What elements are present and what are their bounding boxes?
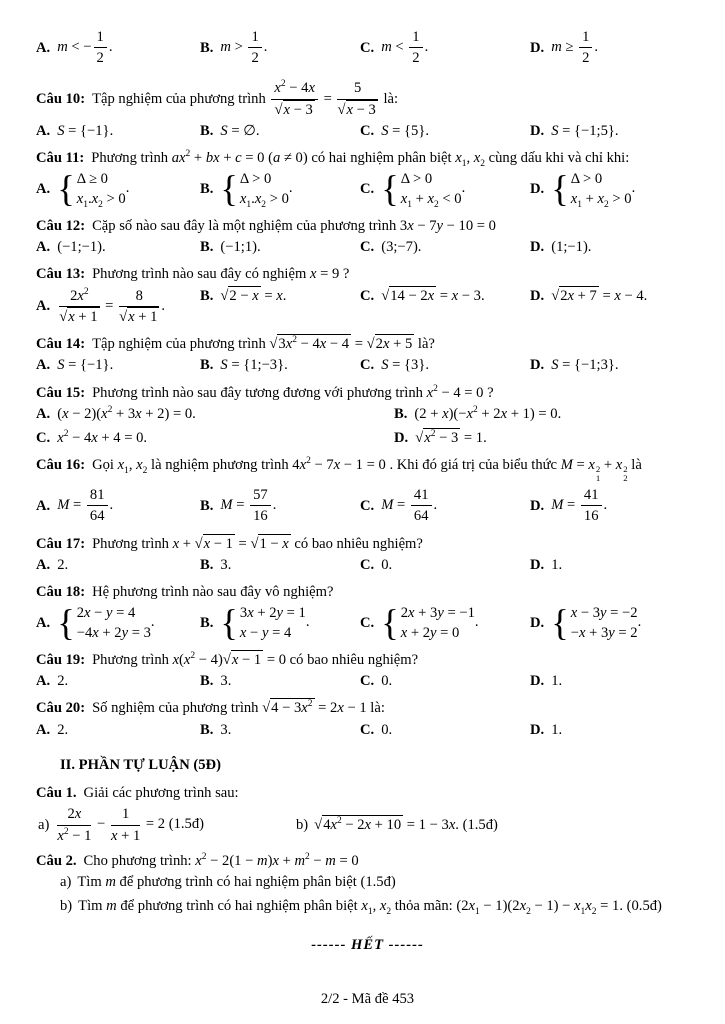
question-prompt: Phương trình $x(x^2 - 4)√x - 1 = 0$ có bao nhiêu nghiệm? [92,651,419,668]
option-content: 2. [57,556,69,573]
option-a [36,601,196,643]
option-letter: B. [200,615,214,632]
part-marker: b) [60,898,73,915]
option-content: S = ∅. [220,122,260,139]
option-letter: A. [36,39,51,56]
end-of-test-mark: ------ HẾT ------ [311,937,424,954]
option-letter: C. [360,122,375,139]
option-content: √2 − x = x. [220,287,287,304]
option-letter: C. [360,673,375,690]
option-letter: B. [200,497,214,514]
option-content: S = {−1;5}. [551,122,619,139]
option-letter: D. [530,615,545,632]
question-15-header [36,384,699,402]
question-15-options [36,405,699,447]
option-content: { Δ > 0 $x_1 + x_2 < 0$ . [381,167,466,210]
question-label: Câu 17: [36,535,86,552]
question-10-options [36,122,699,140]
question-16-options [36,486,699,525]
option-content: (1;−1). [551,239,592,256]
option-c [360,721,526,739]
part-a [38,805,296,844]
question-10-header [36,79,699,118]
option-d [530,356,699,374]
option-c [360,486,526,525]
option-content: m ≥ $\frac{1}{2}$ . [551,29,599,67]
option-content: M = $\frac{41}{64}$ . [381,487,438,525]
option-letter: D. [530,357,545,374]
option-content: $√x^2 - 3 = 1$. [415,429,487,446]
essay-question-1-header [36,784,699,802]
option-content: 0. [381,556,393,573]
option-letter: D. [530,673,545,690]
option-letter: C. [360,357,375,374]
option-content: S = {−1;3}. [551,357,619,374]
option-letter: B. [200,39,214,56]
option-letter: B. [200,239,214,256]
question-16 [36,456,699,528]
option-d [530,601,699,643]
option-content: 1. [551,556,563,573]
question-prompt: Tập nghiệm của phương trình $√3x^2 - 4x - 4 = √2x + 5$ là? [92,335,435,353]
question-label: Câu 18: [36,584,86,601]
essay-question-2-header [36,852,699,870]
option-content: { Δ > 0 $x_1.x_2 > 0$ . [220,167,293,210]
option-content: 0. [381,673,393,690]
option-letter: A. [36,239,51,256]
option-b [200,287,356,305]
option-content: { x − 3y = −2 −x + 3y = 2 . [551,601,642,643]
question-11-options [36,167,699,210]
question-label: Câu 13: [36,266,86,283]
question-12-header [36,217,699,235]
question-label: Câu 10: [36,90,86,107]
option-content: 1. [551,721,563,738]
option-a [36,356,196,374]
question-19-options [36,672,699,690]
option-letter: A. [36,298,51,315]
carryover-options-row [36,28,699,67]
option-content: { 2x + 3y = −1 x + 2y = 0 . [381,601,479,643]
question-16-header [36,456,699,483]
option-a [36,238,196,256]
option-content: m > $\frac{1}{2}$ . [220,29,268,67]
question-13 [36,265,699,328]
question-label: Câu 2. [36,852,77,869]
option-letter: B. [200,721,214,738]
option-letter: D. [530,497,545,514]
option-content: (−1;1). [220,239,261,256]
option-content: $x^2 - 4x + 4 = 0$. [57,429,148,446]
question-12-options [36,238,699,256]
option-content: (−1;−1). [57,239,106,256]
option-d [530,721,699,739]
question-10 [36,79,699,142]
question-18-header [36,583,699,601]
option-content: √2x + 7 = x − 4. [551,287,648,304]
question-label: Câu 14: [36,336,86,353]
part-content: $√4x^2 - 2x + 10 = 1 - 3x$. (1.5đ) [314,816,498,833]
option-b [200,356,356,374]
part-content: $\frac{2x}{x^2 - 1}$ − $\frac{1}{x + 1}$ = 2 (1.5đ) [57,806,204,844]
question-prompt: Số nghiệm của phương trình $√4 - 3x^2 = 2x - 1$ là: [92,699,385,717]
question-18 [36,583,699,644]
option-d [530,122,699,140]
option-content: (3;−7). [381,239,422,256]
question-13-options [36,287,699,326]
option-letter: D. [394,429,409,446]
option-letter: D. [530,239,545,256]
question-prompt: Phương trình x + √x − 1 = √1 − x có bao nhiêu nghiệm? [92,535,423,552]
part-b [296,816,699,834]
option-letter: A. [36,122,51,139]
question-prompt: Phương trình nào sau đây có nghiệm x = 9 ? [92,266,350,283]
option-d [394,429,699,447]
question-prompt: Phương trình $ax^2$ + bx + c = 0 (a ≠ 0) có hai nghiệm phân biệt $x_1$, $x_2$ cùng dấu khi và chỉ khi: [91,149,630,170]
option-b [200,238,356,256]
option-letter: A. [36,357,51,374]
option-letter: C. [360,556,375,573]
option-letter: D. [530,39,545,56]
option-a [36,672,196,690]
option-d [530,287,699,305]
option-content: 3. [220,556,232,573]
option-letter: A. [36,673,51,690]
option-letter: B. [394,405,408,422]
part-marker: a) [60,874,72,890]
option-letter: A. [36,615,51,632]
question-20 [36,699,699,740]
option-letter: B. [200,181,214,198]
option-content: { 3x + 2y = 1 x − y = 4 . [220,601,310,643]
option-c [360,238,526,256]
option-letter: D. [530,287,545,304]
option-letter: C. [360,287,375,304]
option-a [36,486,196,525]
option-c [360,356,526,374]
option-d [530,238,699,256]
option-content: M = $\frac{57}{16}$ . [220,487,277,525]
question-prompt: Hệ phương trình nào sau đây vô nghiệm? [92,584,334,601]
question-prompt: Giải các phương trình sau: [83,785,239,802]
section-2-title: II. PHẦN TỰ LUẬN (5Đ) [60,756,221,773]
option-c [36,429,390,447]
essay-question-2 [36,852,699,922]
option-c [360,672,526,690]
option-letter: D. [530,556,545,573]
part-marker: a) [38,816,50,833]
option-letter: C. [360,497,375,514]
part-b [60,897,699,918]
option-content: 2. [57,673,69,690]
option-letter: A. [36,181,51,198]
option-content: 3. [220,721,232,738]
question-14-header [36,335,699,353]
option-content: { Δ ≥ 0 $x_1.x_2 > 0$ . [57,167,130,210]
option-letter: A. [36,721,51,738]
option-content: S = {3}. [381,357,429,374]
option-b [200,721,356,739]
essay-question-1 [36,784,699,845]
option-a [36,405,390,423]
option-letter: C. [360,239,375,256]
option-letter: D. [530,181,545,198]
option-content: m < $\frac{1}{2}$ . [381,29,429,67]
option-content: $(x - 2)(x^2 + 3x + 2) = 0$. [57,404,196,422]
option-letter: B. [200,287,214,304]
option-b [200,672,356,690]
option-d [530,672,699,690]
question-20-options [36,721,699,739]
option-letter: B. [200,122,214,139]
option-content: M = $\frac{41}{16}$ . [551,487,608,525]
option-content: M = $\frac{81}{64}$ . [57,487,114,525]
option-a [36,122,196,140]
option-letter: A. [36,497,51,514]
option-content: { 2x − y = 4 −4x + 2y = 3 . [57,601,155,643]
question-17-header [36,535,699,553]
question-11 [36,149,699,210]
option-content: 1. [551,673,563,690]
option-letter: A. [36,405,51,422]
option-d [530,28,699,67]
question-15 [36,384,699,450]
option-content: $(2 + x)(-x^2 + 2x + 1) = 0$. [414,404,562,422]
essay-question-1-parts [38,805,699,844]
question-20-header [36,699,699,717]
option-b [200,486,356,525]
part-marker: b) [296,816,309,833]
question-19-header [36,651,699,669]
question-label: Câu 19: [36,651,86,668]
option-b [200,167,356,210]
question-prompt: Phương trình nào sau đây tương đương với phương trình $x^2 - 4 = 0$ ? [92,383,494,401]
question-13-header [36,265,699,283]
question-label: Câu 16: [36,457,86,474]
option-content: $\frac{2x^2}{√x + 1}$ = $\frac{8}{√x + 1}$ . [59,286,166,325]
option-content: 2. [57,721,69,738]
option-c [360,287,526,305]
question-prompt: Cho phương trình: $x^2 - 2(1 - m)x + m^2 - m = 0$ [83,851,359,869]
question-prompt: Cặp số nào sau đây là một nghiệm của phương trình 3x − 7y − 10 = 0 [92,217,496,234]
option-letter: D. [530,122,545,139]
option-letter: B. [200,556,214,573]
option-c [360,556,526,574]
question-17-options [36,556,699,574]
option-letter: B. [200,673,214,690]
option-a [36,287,196,326]
question-label: Câu 1. [36,785,77,802]
question-11-header [36,149,699,170]
option-content: S = {−1}. [57,122,114,139]
option-letter: C. [36,429,51,446]
question-label: Câu 12: [36,217,86,234]
option-c [360,601,526,643]
option-b [394,405,699,423]
option-b [200,28,356,67]
question-17 [36,535,699,576]
question-14 [36,335,699,376]
question-prompt: Gọi $x_1$, $x_2$ là nghiệm phương trình $4x^2 - 7x - 1 = 0$ . Khi đó giá trị của biểu thức M = x 2 1 + x 2 2 là [92,456,642,484]
option-content: 3. [220,673,232,690]
option-content: S = {1;−3}. [220,357,288,374]
option-letter: C. [360,181,375,198]
option-letter: C. [360,615,375,632]
option-c [360,122,526,140]
option-a [36,556,196,574]
page-footer: 2/2 - Mã đề 453 [320,990,415,1007]
question-12 [36,217,699,258]
option-c [360,167,526,210]
option-d [530,167,699,210]
option-content: √14 − 2x = x − 3. [381,287,485,304]
question-label: Câu 11: [36,150,85,167]
option-letter: C. [360,721,375,738]
option-b [200,601,356,643]
option-content: S = {−1}. [57,357,114,374]
option-letter: B. [200,357,214,374]
question-label: Câu 15: [36,384,86,401]
question-19 [36,651,699,692]
option-d [530,486,699,525]
option-content: { Δ > 0 $x_1 + x_2 > 0$ . [551,167,636,210]
option-content: S = {5}. [381,122,429,139]
part-content: Tìm m để phương trình có hai nghiệm phân biệt $x_1$, $x_2$ thỏa mãn: $(2x_1 - 1)(2x_2 - 1) - x_1x_2 = 1$. (0.5đ) [78,898,662,918]
option-a [36,167,196,210]
option-a [36,721,196,739]
option-d [530,556,699,574]
option-content: m < − $\frac{1}{2}$ . [57,29,113,67]
option-letter: C. [360,39,375,56]
option-b [200,122,356,140]
option-b [200,556,356,574]
question-label: Câu 20: [36,700,86,717]
option-letter: A. [36,556,51,573]
option-c [360,28,526,67]
part-a [60,873,699,891]
option-content: 0. [381,721,393,738]
option-a [36,28,196,67]
option-letter: D. [530,721,545,738]
question-18-options [36,601,699,643]
question-prompt: Tập nghiệm của phương trình $\frac{x^2 - 4x}{√x - 3}$ = $\frac{5}{√x - 3}$ là: [92,79,399,118]
part-content: Tìm m để phương trình có hai nghiệm phân biệt (1.5đ) [77,874,396,890]
question-14-options [36,356,699,374]
